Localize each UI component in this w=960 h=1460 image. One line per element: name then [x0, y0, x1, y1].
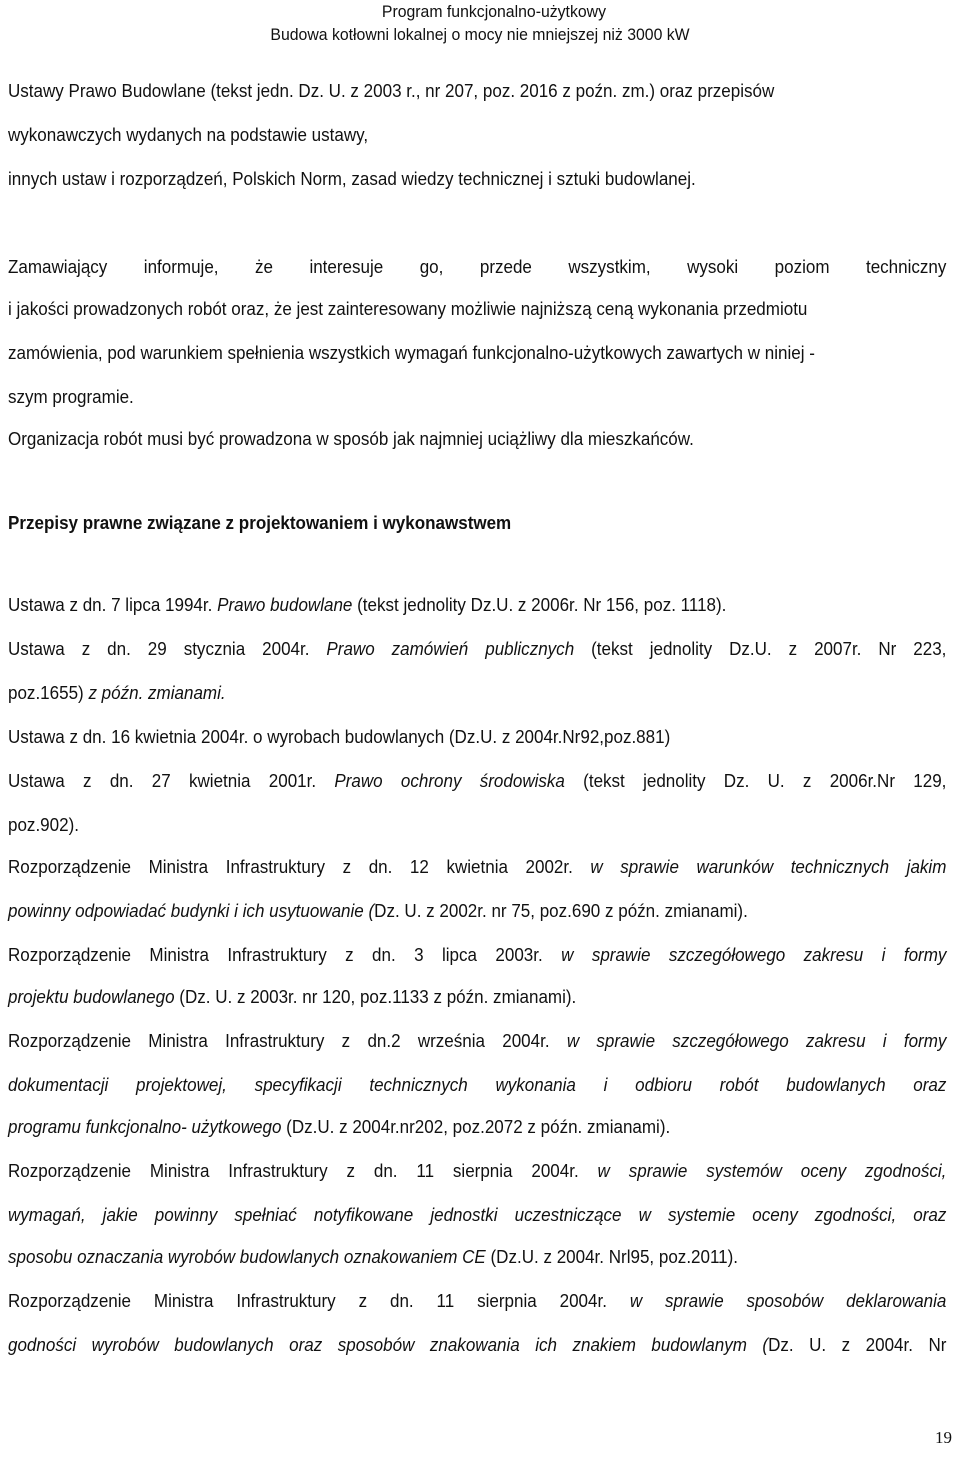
text-span: Organizacja robót musi być prowadzona w sposób jak najmniej uciążliwy dla mieszkańców. [8, 428, 694, 449]
italic-text: powinny odpowiadać budynki i ich usytuowanie ( [8, 900, 375, 921]
text-line [8, 342, 876, 364]
text-span: Zamawiający informuje, że interesuje go, przede wszystkim, wysoki poziom techniczny [8, 256, 947, 277]
text-span: Rozporządzenie Ministra Infrastruktury z dn. 3 lipca 2003r. [8, 944, 562, 965]
text-span: Rozporządzenie Ministra Infrastruktury z dn. 11 sierpnia 2004r. [8, 1290, 630, 1311]
text-span: Ustawa z dn. 16 kwietnia 2004r. o wyrobach budowlanych (Dz.U. z 2004r.Nr92,poz.881) [8, 726, 671, 747]
text-line [8, 900, 876, 922]
text-span: Ustawa z dn. 27 kwietnia 2001r. [8, 770, 335, 791]
page-header [34, 0, 927, 46]
text-line [8, 1030, 946, 1052]
italic-text: programu funkcjonalno- użytkowego [8, 1116, 282, 1137]
text-span: Ustawa z dn. 29 stycznia 2004r. [8, 638, 327, 659]
text-line [8, 986, 876, 1008]
text-line [8, 1160, 946, 1182]
text-line [8, 1074, 946, 1096]
text-line [8, 638, 946, 660]
text-span: poz.1655) [8, 682, 89, 703]
italic-text: Prawo ochrony środowiska [334, 770, 565, 791]
text-line [8, 428, 876, 450]
italic-text: dokumentacji projektowej, specyfikacji technicznych wykonania i odbioru robót budowlanych oraz [8, 1074, 947, 1095]
text-line [8, 682, 876, 704]
text-span: wykonawczych wydanych na podstawie ustawy, [8, 124, 369, 145]
text-span: (Dz.U. z 2004r. Nrl95, poz.2011). [485, 1246, 739, 1267]
text-span: (Dz.U. z 2004r.nr202, poz.2072 z późn. zmianami). [281, 1116, 671, 1137]
italic-text: z późn. zmianami. [88, 682, 226, 703]
text-line [8, 1116, 876, 1138]
text-line [8, 944, 946, 966]
text-span: szym programie. [8, 386, 134, 407]
text-span: Dz. U. z 2002r. nr 75, poz.690 z późn. zmianami). [374, 900, 748, 921]
text-line [8, 256, 946, 278]
text-line [8, 1246, 876, 1268]
italic-text: w sprawie sposobów deklarowania [629, 1290, 947, 1311]
page-number: 19 [935, 1428, 952, 1447]
text-span: (tekst jednolity Dz.U. z 2006r. Nr 156, poz. 1118). [352, 594, 727, 615]
italic-text: projektu budowlanego [8, 986, 175, 1007]
text-span: i jakości prowadzonych robót oraz, że jest zainteresowany możliwie najniższą ceną wykonania przedmiotu [8, 298, 808, 319]
header-title: Program funkcjonalno-użytkowy [381, 2, 606, 21]
italic-text: sposobu oznaczania wyrobów budowlanych oznakowaniem CE [8, 1246, 486, 1267]
text-line [8, 80, 876, 102]
text-span: (tekst jednolity Dz.U. z 2007r. Nr 223, [574, 638, 947, 659]
italic-text: w sprawie szczegółowego zakresu i formy [566, 1030, 947, 1051]
text-line [8, 594, 876, 616]
italic-text: Prawo budowlane [217, 594, 353, 615]
italic-text: w sprawie warunków technicznych jakim [590, 856, 947, 877]
text-line [8, 856, 946, 878]
text-span: Rozporządzenie Ministra Infrastruktury z dn. 12 kwietnia 2002r. [8, 856, 591, 877]
text-span: poz.902). [8, 814, 79, 835]
italic-text: w sprawie szczegółowego zakresu i formy [561, 944, 947, 965]
text-span: Przepisy prawne związane z projektowaniem i wykonawstwem [8, 512, 512, 533]
text-line [8, 1334, 946, 1356]
italic-text: w sprawie systemów oceny zgodności, [597, 1160, 947, 1181]
text-span: Dz. U. z 2004r. Nr [768, 1334, 947, 1355]
text-line [8, 168, 876, 190]
section-heading [8, 512, 876, 534]
text-span: (Dz. U. z 2003r. nr 120, poz.1133 z późn. zmianami). [174, 986, 577, 1007]
text-span: Rozporządzenie Ministra Infrastruktury z dn.2 września 2004r. [8, 1030, 567, 1051]
header-subtitle: Budowa kotłowni lokalnej o mocy nie mniejszej niż 3000 kW [270, 25, 690, 44]
text-line [8, 814, 876, 836]
text-line [8, 770, 946, 792]
text-span: Rozporządzenie Ministra Infrastruktury z dn. 11 sierpnia 2004r. [8, 1160, 598, 1181]
text-span: Ustawy Prawo Budowlane (tekst jedn. Dz. U. z 2003 r., nr 207, poz. 2016 z poźn. zm.) oraz przepisów [8, 80, 775, 101]
text-line [8, 298, 876, 320]
text-span: zamówienia, pod warunkiem spełnienia wszystkich wymagań funkcjonalno-użytkowych zawartych w niniej - [8, 342, 815, 363]
italic-text: Prawo zamówień publicznych [326, 638, 575, 659]
text-line [8, 1290, 946, 1312]
italic-text: wymagań, jakie powinny spełniać notyfikowane jednostki uczestniczące w systemie oceny zgodności, oraz [8, 1204, 947, 1225]
italic-text: godności wyrobów budowlanych oraz sposobów znakowania ich znakiem budowlanym ( [8, 1334, 769, 1355]
text-line [8, 726, 876, 748]
text-line [8, 124, 876, 146]
text-line [8, 386, 876, 408]
text-span: (tekst jednolity Dz. U. z 2006r.Nr 129, [564, 770, 947, 791]
text-line [8, 1204, 946, 1226]
text-span: Ustawa z dn. 7 lipca 1994r. [8, 594, 218, 615]
text-span: innych ustaw i rozporządzeń, Polskich Norm, zasad wiedzy technicznej i sztuki budowlanej. [8, 168, 696, 189]
